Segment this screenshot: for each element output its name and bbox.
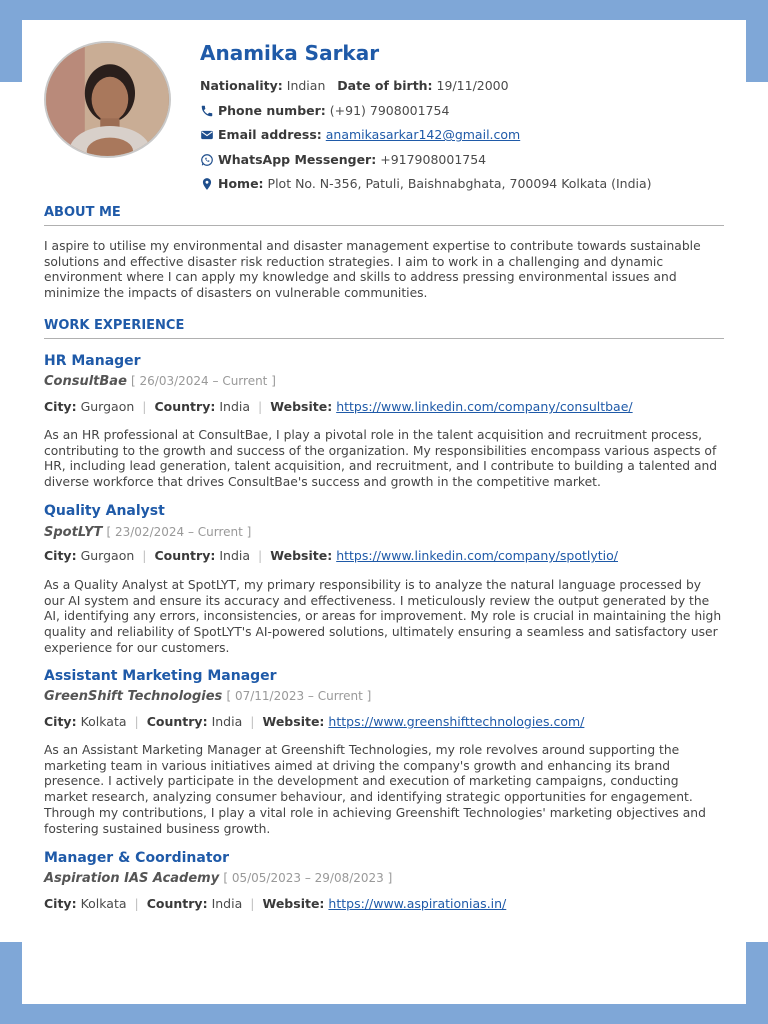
country-value: India bbox=[211, 714, 243, 729]
job-title: Manager & Coordinator bbox=[44, 850, 230, 866]
city-value: Kolkata bbox=[80, 896, 127, 911]
home-label: Home: bbox=[218, 176, 264, 192]
city-label: City: bbox=[44, 714, 77, 729]
whatsapp-icon bbox=[200, 153, 214, 167]
website-label: Website: bbox=[270, 548, 333, 563]
job-company-line bbox=[44, 689, 371, 704]
country-value: India bbox=[211, 896, 243, 911]
contact-header bbox=[200, 40, 740, 197]
job-meta bbox=[44, 399, 633, 414]
job-dates: [ 26/03/2024 – Current ] bbox=[131, 374, 276, 388]
separator: | bbox=[250, 714, 255, 729]
website-link[interactable]: https://www.linkedin.com/company/consultbae/ bbox=[336, 399, 633, 414]
person-name: Anamika Sarkar bbox=[200, 41, 380, 65]
about-section-title: ABOUT ME bbox=[44, 205, 724, 226]
job-company: Aspiration IAS Academy bbox=[44, 871, 220, 886]
job-description: As an HR professional at ConsultBae, I play a pivotal role in the talent acquisition and recruitment process, contributing to the growth and success of the organization. My responsibilities encompass various aspects of HR, including lead generation, talent acquisition, and recruitment, and I contribute to building a talented and diverse workforce that drives ConsultBae's success and growth in the competitive market. bbox=[44, 428, 718, 490]
whatsapp-line bbox=[200, 148, 740, 173]
country-value: India bbox=[219, 548, 251, 563]
envelope-icon bbox=[200, 128, 214, 142]
dob-label: Date of birth: bbox=[337, 78, 433, 94]
work-section-title: WORK EXPERIENCE bbox=[44, 318, 724, 339]
country-label: Country: bbox=[146, 714, 208, 729]
job-description: As an Assistant Marketing Manager at Greenshift Technologies, my role revolves around supporting the marketing team in various initiatives aimed at driving the company's growth and enhancing its brand presence. I actively participate in the development and execution of marketing campaigns, conducting market research, analyzing consumer behaviour, and identifying strategic opportunities for engagement. Through my contributions, I play a vital role in achieving Greenshift Technologies' marketing objectives and fostering sustained business growth. bbox=[44, 743, 706, 836]
website-link[interactable]: https://www.greenshifttechnologies.com/ bbox=[328, 714, 585, 729]
whatsapp-label: WhatsApp Messenger: bbox=[218, 151, 377, 167]
job-company-line bbox=[44, 374, 276, 389]
email-line bbox=[200, 123, 740, 148]
email-link[interactable]: anamikasarkar142@gmail.com bbox=[325, 127, 521, 143]
job-company-line bbox=[44, 871, 392, 886]
job-description: As a Quality Analyst at SpotLYT, my primary responsibility is to analyze the natural language processed by our AI system and ensure its accuracy and effectiveness. I meticulously review the output generated by the AI, identifying any errors, inconsistencies, or areas for improvement. My role is crucial in maintaining the high quality and reliability of SpotLYT's AI-powered solutions, ultimately ensuring a seamless and satisfactory user experience for our customers. bbox=[44, 578, 722, 655]
city-value: Kolkata bbox=[80, 714, 127, 729]
country-label: Country: bbox=[154, 548, 216, 563]
phone-value: (+91) 7908001754 bbox=[329, 102, 450, 118]
whatsapp-value: +917908001754 bbox=[380, 151, 487, 167]
website-label: Website: bbox=[262, 896, 325, 911]
email-label: Email address: bbox=[218, 127, 322, 143]
job-meta bbox=[44, 714, 584, 729]
country-value: India bbox=[219, 399, 251, 414]
website-link[interactable]: https://www.aspirationias.in/ bbox=[328, 896, 507, 911]
profile-photo bbox=[44, 41, 171, 158]
city-label: City: bbox=[44, 548, 77, 563]
website-label: Website: bbox=[262, 714, 325, 729]
separator: | bbox=[258, 399, 263, 414]
job-title: Assistant Marketing Manager bbox=[44, 668, 277, 684]
job-meta bbox=[44, 548, 618, 563]
phone-icon bbox=[200, 104, 214, 118]
job-company: SpotLYT bbox=[44, 525, 103, 540]
home-value: Plot No. N-356, Patuli, Baishnabghata, 700094 Kolkata (India) bbox=[267, 176, 652, 192]
separator: | bbox=[142, 548, 147, 563]
job-company: ConsultBae bbox=[44, 374, 127, 389]
separator: | bbox=[258, 548, 263, 563]
website-link[interactable]: https://www.linkedin.com/company/spotlytio/ bbox=[336, 548, 618, 563]
job-title: HR Manager bbox=[44, 353, 141, 369]
about-text: I aspire to utilise my environmental and disaster management expertise to contribute towards sustainable solutions and effective disaster risk reduction strategies. I aim to work in a challenging and dynamic environment where I can apply my knowledge and skills to address pressing environmental issues and minimize the impacts of disasters on vulnerable communities. bbox=[44, 239, 701, 301]
separator: | bbox=[134, 896, 139, 911]
separator: | bbox=[142, 399, 147, 414]
website-label: Website: bbox=[270, 399, 333, 414]
city-value: Gurgaon bbox=[80, 548, 135, 563]
city-label: City: bbox=[44, 399, 77, 414]
home-line bbox=[200, 172, 740, 197]
country-label: Country: bbox=[146, 896, 208, 911]
city-value: Gurgaon bbox=[80, 399, 135, 414]
phone-label: Phone number: bbox=[218, 102, 326, 118]
job-company: GreenShift Technologies bbox=[44, 689, 223, 704]
job-title: Quality Analyst bbox=[44, 503, 165, 519]
job-dates: [ 23/02/2024 – Current ] bbox=[106, 525, 252, 539]
city-label: City: bbox=[44, 896, 77, 911]
nationality-dob-line bbox=[200, 74, 740, 99]
map-pin-icon bbox=[200, 177, 214, 191]
cv-page bbox=[22, 20, 746, 1004]
country-label: Country: bbox=[154, 399, 216, 414]
job-dates: [ 05/05/2023 – 29/08/2023 ] bbox=[223, 871, 393, 885]
nationality-label: Nationality: bbox=[200, 78, 283, 94]
job-meta bbox=[44, 896, 506, 911]
separator: | bbox=[250, 896, 255, 911]
dob-value: 19/11/2000 bbox=[436, 78, 509, 94]
job-dates: [ 07/11/2023 – Current ] bbox=[226, 689, 372, 703]
job-company-line bbox=[44, 525, 251, 540]
phone-line bbox=[200, 99, 740, 124]
separator: | bbox=[134, 714, 139, 729]
nationality-value: Indian bbox=[286, 78, 326, 94]
